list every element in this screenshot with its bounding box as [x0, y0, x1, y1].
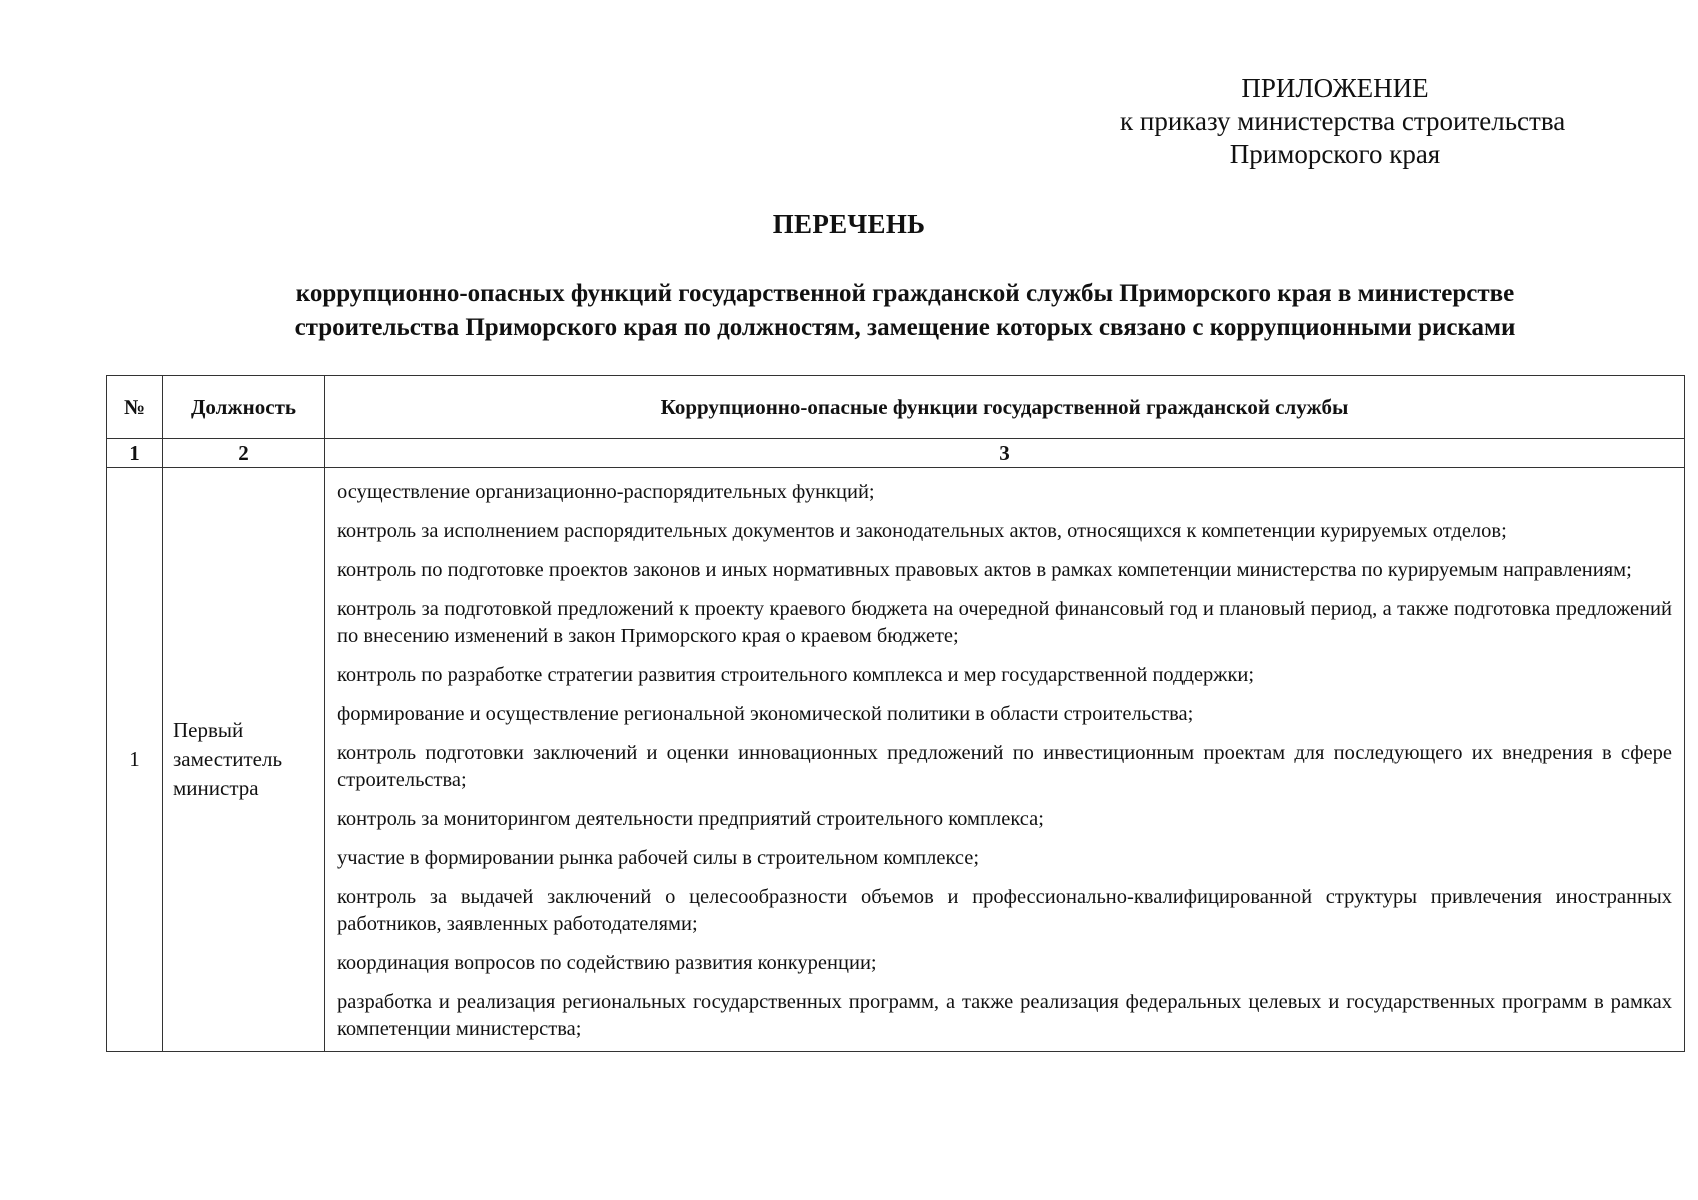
header-position: Должность — [163, 376, 325, 439]
header-number: № — [107, 376, 163, 439]
row-functions-cell — [325, 468, 1685, 1052]
header-functions: Коррупционно-опасные функции государственной гражданской службы — [325, 376, 1685, 439]
row-position: Первый заместитель министра — [163, 468, 325, 1052]
function-item: участие в формировании рынка рабочей силы в строительном комплексе; — [337, 847, 980, 869]
row-number: 1 — [107, 468, 163, 1052]
function-item: координация вопросов по содействию развития конкуренции; — [337, 952, 877, 974]
document-subtitle — [180, 277, 1630, 345]
document-title: ПЕРЕЧЕНЬ — [772, 209, 926, 239]
function-item: контроль за подготовкой предложений к проекту краевого бюджета на очередной финансовый год и плановый период, а также подготовка предложений по внесению изменений в закон Приморского края о краевом бюджете; — [337, 598, 1672, 647]
functions-table — [106, 375, 1685, 1052]
function-item: контроль подготовки заключений и оценки инновационных предложений по инвестиционным проектам для последующего их внедрения в сфере строительства; — [337, 742, 1672, 791]
table-header-row — [107, 376, 1685, 439]
function-item: контроль за мониторингом деятельности предприятий строительного комплекса; — [337, 808, 1044, 830]
function-item: контроль по разработке стратегии развития строительного комплекса и мер государственной поддержки; — [337, 664, 1255, 686]
function-item: формирование и осуществление региональной экономической политики в области строительства; — [337, 703, 1194, 725]
appendix-heading: ПРИЛОЖЕНИЕ — [1241, 73, 1429, 103]
subtitle-line-2: строительства Приморского края по должностям, замещение которых связано с коррупционными рисками — [294, 314, 1516, 341]
column-number-2: 2 — [163, 439, 325, 468]
functions-table-wrapper — [106, 375, 1684, 1052]
table-column-numbers-row — [107, 439, 1685, 468]
appendix-order-line: к приказу министерства строительства — [1120, 106, 1566, 136]
function-item: контроль по подготовке проектов законов и иных нормативных правовых актов в рамках компетенции министерства по курируемым направлениям; — [337, 559, 1632, 581]
function-item: контроль за исполнением распорядительных документов и законодательных актов, относящихся к компетенции курируемых отделов; — [337, 520, 1507, 542]
appendix-block — [1120, 72, 1566, 171]
function-item: осуществление организационно-распорядительных функций; — [337, 481, 875, 503]
subtitle-line-1: коррупционно-опасных функций государственной гражданской службы Приморского края в министерстве — [295, 280, 1515, 307]
table-row — [107, 468, 1685, 1052]
column-number-1: 1 — [107, 439, 163, 468]
function-item: разработка и реализация региональных государственных программ, а также реализация федеральных целевых и государственных программ в рамках компетенции министерства; — [337, 991, 1672, 1040]
function-item: контроль за выдачей заключений о целесообразности объемов и профессионально-квалифицированной структуры привлечения иностранных работников, заявленных работодателями; — [337, 886, 1672, 935]
appendix-region-line: Приморского края — [1229, 139, 1441, 169]
column-number-3: 3 — [325, 439, 1685, 468]
